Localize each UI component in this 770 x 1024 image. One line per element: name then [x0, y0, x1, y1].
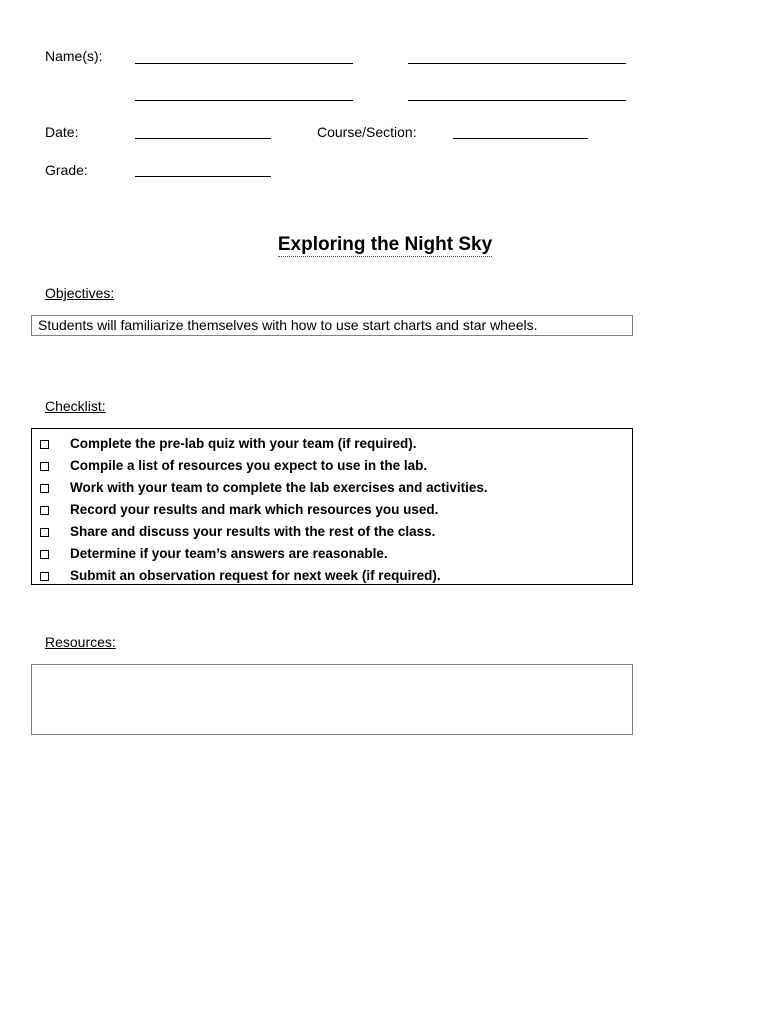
name-field-2[interactable] — [408, 63, 626, 64]
checklist-item-label: Record your results and mark which resources you used. — [70, 502, 439, 517]
date-label: Date: — [45, 124, 79, 140]
objectives-heading: Objectives: — [45, 285, 115, 301]
objectives-text: Students will familiarize themselves with how to use start charts and star wheels. — [38, 317, 538, 333]
checklist-item[interactable] — [32, 565, 632, 587]
page-title-text: Exploring the Night Sky — [277, 234, 493, 255]
checklist-heading: Checklist: — [45, 398, 106, 414]
course-section-label: Course/Section: — [317, 124, 417, 140]
checkbox-icon[interactable] — [40, 528, 49, 537]
checkbox-icon[interactable] — [40, 440, 49, 449]
resources-box[interactable] — [31, 664, 633, 735]
date-field[interactable] — [135, 138, 271, 139]
course-section-field[interactable] — [453, 138, 588, 139]
checkbox-icon[interactable] — [40, 506, 49, 515]
checkbox-icon[interactable] — [40, 550, 49, 559]
name-field-1[interactable] — [135, 63, 353, 64]
checklist-item-label: Submit an observation request for next week (if required). — [70, 568, 441, 583]
checklist-item[interactable] — [32, 543, 632, 565]
name-field-3[interactable] — [135, 100, 353, 101]
checklist-item-label: Work with your team to complete the lab exercises and activities. — [70, 480, 488, 495]
checklist-item-label: Determine if your team’s answers are reasonable. — [70, 546, 388, 561]
checklist-item-label: Share and discuss your results with the rest of the class. — [70, 524, 436, 539]
objectives-box — [31, 315, 633, 336]
page-title — [0, 234, 770, 256]
names-label: Name(s): — [45, 48, 103, 64]
checklist-item[interactable] — [32, 499, 632, 521]
checklist-item-label: Compile a list of resources you expect to use in the lab. — [70, 458, 428, 473]
checklist-item[interactable] — [32, 433, 632, 455]
checklist-item[interactable] — [32, 521, 632, 543]
checkbox-icon[interactable] — [40, 484, 49, 493]
checklist-item-label: Complete the pre-lab quiz with your team (if required). — [70, 436, 417, 451]
name-field-4[interactable] — [408, 100, 626, 101]
resources-heading: Resources: — [45, 634, 116, 650]
checklist-item[interactable] — [32, 455, 632, 477]
checklist-box — [31, 428, 633, 585]
checklist-item[interactable] — [32, 477, 632, 499]
grade-label: Grade: — [45, 162, 88, 178]
grade-field[interactable] — [135, 176, 271, 177]
checkbox-icon[interactable] — [40, 572, 49, 581]
checkbox-icon[interactable] — [40, 462, 49, 471]
